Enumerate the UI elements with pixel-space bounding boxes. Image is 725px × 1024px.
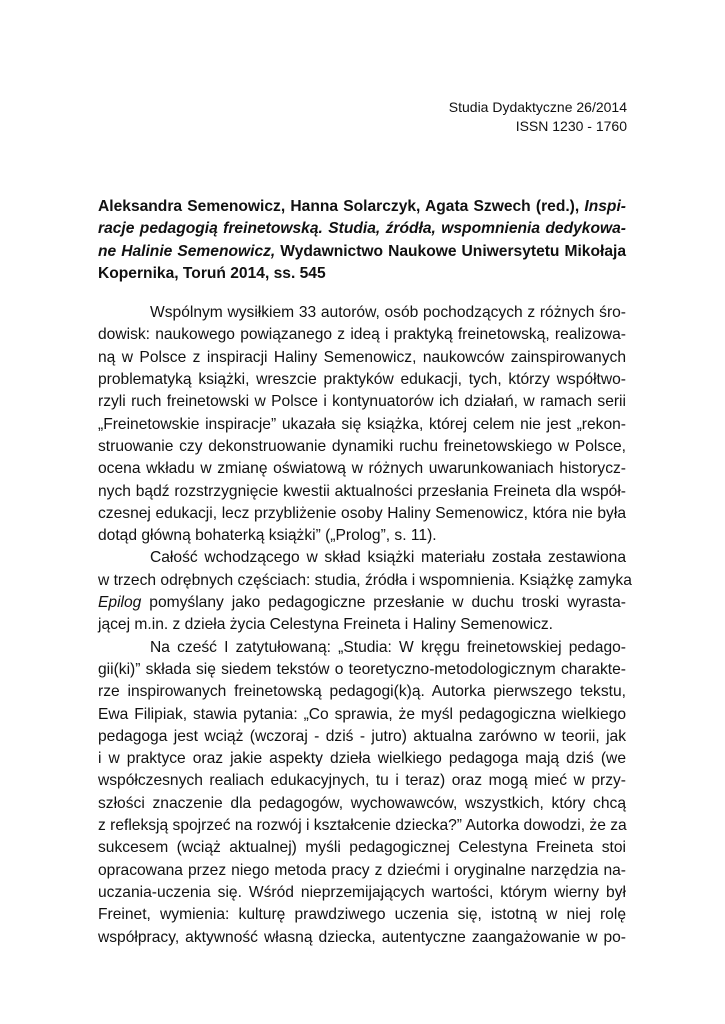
paragraph-line (98, 726, 626, 748)
paragraph-line (98, 481, 626, 503)
text-run: Całość wchodzącego w skład książki materiału została zestawiona (150, 549, 626, 567)
text-run: Wydawnictwo Naukowe Uniwersytetu Mikołaja (275, 242, 626, 260)
text-run: „Freinetowskie inspiracje” ukazała się książka, której celem nie jest „rekon- (98, 415, 626, 433)
paragraph-line (98, 748, 626, 770)
text-run: struowanie czy dekonstruowanie dynamiki ruchu freinetowskiego w Polsce, (98, 437, 626, 455)
text-run: rze inspirowanych freinetowską pedagogi(k)ą. Autorka pierwszego tekstu, (98, 683, 626, 701)
paragraph-line (98, 704, 626, 726)
paragraph-line (98, 391, 626, 413)
text-run: szłości znaczenie dla pedagogów, wychowawców, wszystkich, który chcą (98, 794, 626, 812)
italic-text: Epilog (98, 594, 142, 612)
paragraph (98, 637, 626, 949)
paragraph-line (98, 458, 626, 480)
paragraph-line (98, 570, 632, 592)
book-reference (98, 196, 626, 285)
paragraph-line (98, 927, 626, 949)
paragraph-line (98, 347, 626, 369)
reference-line (98, 263, 626, 285)
text-run: gii(ki)” składa się siedem tekstów o teoretyczno-metodologicznym charakte- (98, 660, 626, 678)
journal-header (449, 98, 627, 136)
text-run: sukcesem (wciąż aktualnej) myśli pedagogicznej Celestyna Freineta stoi (98, 839, 626, 857)
text-run: w trzech odrębnych częściach: studia, źródła i wspomnienia. Książkę zamyka (98, 571, 632, 589)
paragraph-line (98, 369, 626, 391)
italic-text: Inspi- (584, 198, 626, 215)
text-run: problematyką książki, wreszcie praktyków edukacji, tych, którzy współtwo- (98, 371, 626, 389)
review-text (98, 302, 632, 949)
paragraph-line (98, 860, 626, 882)
text-run: rzyli ruch freinetowski w Polsce i kontynuatorów ich działań, w ramach serii (98, 393, 626, 411)
text-run: Freinet, wymienia: kulturę prawdziwego uczenia się, istotną w niej rolę (98, 906, 626, 924)
text-run: z refleksją spojrzeć na rozwój i kształcenie dziecka?” Autorka dowodzi, że za (98, 817, 627, 835)
text-run: ną w Polsce z inspiracji Haliny Semenowicz, naukowców zainspirowanych (98, 348, 626, 366)
paragraph-line (98, 904, 626, 926)
text-run: współczesnych realiach edukacyjnych, tu i teraz) oraz mogą mieć w przy- (98, 772, 626, 790)
paragraph-line (98, 793, 626, 815)
paragraph-line (98, 547, 626, 569)
text-run: Ewa Filipiak, stawia pytania: „Co sprawia, że myśl pedagogiczna wielkiego (98, 705, 626, 723)
italic-text: racje pedagogią freinetowską. Studia, źródła, wspomnienia dedykowa- (98, 220, 626, 238)
text-run: dotąd główną bohaterką książki” („Prolog”, s. 11). (98, 527, 437, 545)
paragraph-line (98, 436, 626, 458)
journal-title: Studia Dydaktyczne 26/2014 (448, 99, 627, 115)
text-run: współpracy, aktywność własną dziecka, autentyczne zaangażowanie w po- (98, 928, 626, 946)
issn-number: ISSN 1230 - 1760 (515, 118, 627, 134)
paragraph-line (98, 414, 626, 436)
text-run: pomyślany jako pedagogiczne przesłanie w duchu troski wyrasta- (141, 594, 626, 612)
reference-line (98, 218, 626, 240)
paragraph-line (98, 592, 626, 614)
paragraph-line (98, 637, 626, 659)
section-gap (98, 285, 626, 302)
text-run: pedagoga jest wciąż (wczoraj - dziś - jutro) aktualna zarówno w teorii, jak (98, 727, 626, 745)
text-run: opracowana przez niego metoda pracy z dziećmi i oryginalne narzędzia na- (98, 861, 626, 879)
paragraph-line (98, 324, 626, 346)
text-run: Aleksandra Semenowicz, Hanna Solarczyk, Agata Szwech (red.), (98, 198, 585, 215)
text-run: Kopernika, Toruń 2014, ss. 545 (98, 264, 326, 282)
paragraph-line (98, 503, 626, 525)
paragraph (98, 547, 632, 636)
text-run: czesnej edukacji, lecz przybliżenie osoby Haliny Semenowicz, która nie była (98, 504, 626, 522)
paragraph-line (98, 659, 626, 681)
text-run: uczania-uczenia się. Wśród nieprzemijających wartości, którym wierny był (98, 883, 626, 901)
paragraph-line (98, 681, 626, 703)
text-run: i w praktyce oraz jakie aspekty dzieła wielkiego pedagoga mają dziś (we (98, 750, 626, 768)
paragraph-line (98, 302, 626, 324)
paragraph-line (98, 882, 626, 904)
paragraph-line (98, 837, 626, 859)
text-run: nych bądź rozstrzygnięcie kwestii aktualności przesłania Freineta dla współ- (98, 482, 626, 500)
paragraph-line (98, 770, 626, 792)
text-run: Wspólnym wysiłkiem 33 autorów, osób pochodzących z różnych śro- (150, 304, 626, 322)
paragraph-line (98, 815, 626, 837)
italic-text: ne Halinie Semenowicz, (98, 242, 276, 260)
paragraph (98, 302, 626, 547)
text-run: Na cześć I zatytułowaną: „Studia: W kręgu freinetowskiej pedago- (150, 638, 626, 656)
review-body (98, 196, 632, 949)
paragraph-line (98, 614, 626, 636)
text-run: dowisk: naukowego powiązanego z ideą i praktyką freinetowską, realizowa- (98, 326, 626, 344)
reference-line (98, 196, 626, 218)
text-run: jącej m.in. z dzieła życia Celestyna Freineta i Haliny Semenowicz. (98, 616, 553, 634)
paragraph-line (98, 525, 626, 547)
text-run: ocena wkładu w zmianę oświatową w różnych uwarunkowaniach historycz- (98, 460, 626, 478)
reference-line (98, 241, 626, 263)
